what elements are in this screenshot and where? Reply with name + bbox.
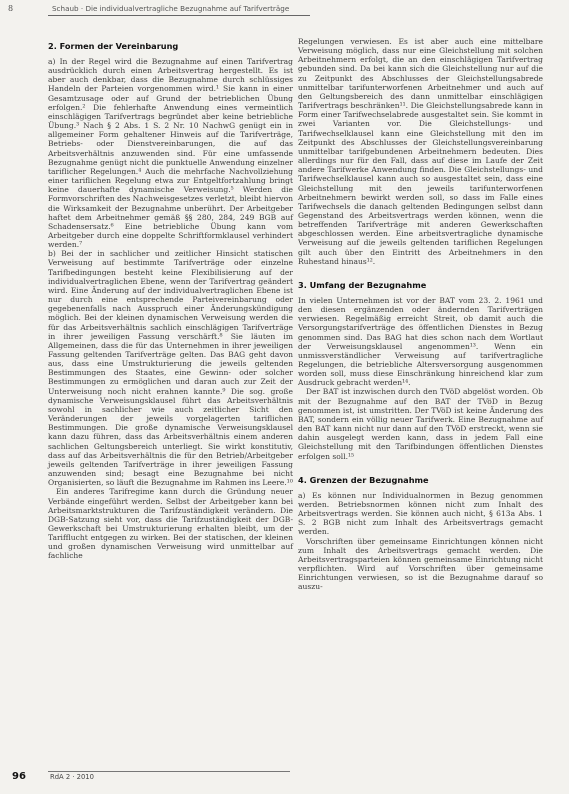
paragraph: In vielen Unternehmen ist vor der BAT vom 23. 2. 1961 und den diesen ergänzenden oder ändernden Tarifverträgen verwiesen. Regelmäßig erreicht Streit, ob damit auch die Versorgungstarifverträge des öffentlichen Dienstes in Bezug genommen sind. Das BAG hat dies schon nach dem Wortlaut der Verweisungsklausel angenommen¹³. Wenn ein unmissverständlicher Verweisung auf tarifvertragliche Regelungen, die betriebliche Altersversorgung ausgenommen worden soll, muss diese Einschränkung hinreichend klar zum Ausdruck gebracht werden¹⁴.	[298, 295, 543, 388]
left-column	[48, 37, 293, 561]
paragraph: b) Bei der in sachlicher und zeitlicher Hinsicht statischen Verweisung auf bestimmte Tarifverträge oder einzelne Tarifbedingungen besteht keine Flexibilisierung auf der individualvertraglichen Ebene, wenn der Tarifvertrag geändert wird. Eine Änderung auf der individualvertraglichen Ebene ist nur durch eine entsprechende Parteivereinbarung oder gegebenenfalls nach Ausspruch einer Änderungskündigung möglich. Bei der kleinen dynamischen Verweisung werden die für das Arbeitsverhältnis sachlich einschlägigen Tarifverträge in ihrer jeweiligen Fassung verschärft.⁸ Sie läuten im Allgemeinen, dass die für das Unternehmen in ihrer jeweiligen Fassung geltenden Tarifverträge gelten. Das BAG geht davon aus, dass eine Umstrukturierung die jeweils geltenden Bestimmungen des Staates, eine Gewinn- oder solcher Bestimmungen zu ermöglichen und daran auch zur Zeit der Unterweisung noch nicht erahnen kannte.⁹ Die sog. große dynamische Verweisungsklausel führt das Arbeitsverhältnis sowohl in sachlicher wie auch zeitlicher Sicht den Veränderungen der jeweils vorgelagerten tariflichen Bestimmungen. Die große dynamische Verweisungsklausel kann dazu führen, dass das Arbeitsverhältnis einem anderen sachlichen Geltungsbereich unterliegt. Sie wirkt konstitutiv, dass auf das Arbeitsverhältnis die für den Betrieb/Arbeitgeber jeweils geltenden Tarifverträge in ihrer jeweiligen Fassung anzuwenden sind; besagt eine Bezugnahme bei nicht Organisierten, so läuft die Bezugnahme im Rahmen ins Leere.¹⁰	[48, 249, 293, 488]
paragraph: a) Es können nur Individualnormen in Bezug genommen werden. Betriebsnormen können nicht zum Inhalt des Arbeitsvertrags werden. Sie können auch nicht, § 613a Abs. 1 S. 2 BGB nicht zum Inhalt des Arbeitsvertrags gemacht werden.	[298, 490, 543, 537]
section-heading-formen: 2. Formen der Vereinbarung	[48, 41, 179, 51]
running-header	[0, 0, 569, 22]
paragraph: a) In der Regel wird die Bezugnahme auf einen Tarifvertrag ausdrücklich durch einen Arbeitsvertrag hergestellt. Es ist aber auch denkbar, dass die Bezugnahme durch schlüssiges Handeln der Parteien vorgenommen wird.¹ Sie kann in einer Gesamtzusage oder auf Grund der betrieblichen Übung erfolgen.² Die fehlerhafte Anwendung eines vermeintlich einschlägigen Tarifvertrags begründet aber keine betriebliche Übung.³ Nach § 2 Abs. 1 S. 2 Nr. 10 NachwG genügt ein in allgemeiner Form gehaltener Hinweis auf die Tarifverträge, Betriebs- oder Dienstvereinbarungen, die auf das Arbeitsverhältnis anzuwenden sind. Für eine umfassende Bezugnahme genügt nicht die punktuelle Anwendung einzelner tariflicher Regelungen.⁴ Auch die mehrfache Nachvollziehung einer tariflichen Regelung etwa zur Entgeltfortzahlung bringt keine dauerhafte dynamische Verweisung.⁵ Werden die Formvorschriften des Nachweisgesetzes verletzt, bleibt hiervon die Wirksamkeit der Bezugnahme unberührt. Der Arbeitgeber haftet dem Arbeitnehmer gemäß §§ 280, 284, 249 BGB auf Schadensersatz.⁶ Eine betriebliche Übung kann vom Arbeitgeber durch eine doppelte Schriftformklausel verhindert werden.⁷	[48, 57, 293, 250]
paragraph: Regelungen verwiesen. Es ist aber auch eine mittelbare Verweisung möglich, dass nur eine Gleichstellung mit solchen Arbeitnehmern erfolgt, die an den einschlägigen Tarifvertrag gebunden sind. Da bei kann sich die Gleichstellung nur auf die zu Zeitpunkt des Abschlusses der Gleichstellungsabrede unmittelbar tarifunterworfenen Arbeitnehmer und auch auf den Geltungsbereich des dann unmittelbar einschlägigen Tarifvertrags beschränken¹¹. Die Gleichstellungsabrede kann in Form einer Tarifwechselabrede ausgestaltet sein. Sie kommt in zwei Varianten vor. Die Gleichstellungs- und Tarifwechselklausel kann eine Gleichstellung mit den im Zeitpunkt des Abschlusses der Gleichstellungsvereinbarung unmittelbar tarifgebundenen Arbeitnehmern bedeuten. Dies allerdings nur für den Fall, dass auf diese im Laufe der Zeit andere Tarifwerke Anwendung finden. Die Gleichstellungs- und Tarifwechselklausel kann auch so ausgestaltet sein, dass eine Gleichstellung mit den jeweils tarifunterworfenen Arbeitnehmern bewirkt werden soll, so dass im Falle eines Tarifwechsels die danach geltenden Bedingungen selbst dann Gegenstand des Arbeitsvertrags werden können, wenn die betreffenden Tarifverträge mit anderen Gewerkschaften abgeschlossen werden. Eine arbeitsvertragliche dynamische Verweisung auf die jeweils geltenden tariflichen Regelungen gilt auch über den Eintritt des Arbeitnehmers in den Ruhestand hinaus¹².	[298, 37, 543, 266]
right-column	[298, 37, 543, 591]
header-rule	[48, 15, 310, 16]
page-footer	[0, 764, 569, 794]
spacer	[298, 266, 543, 276]
header-mark: 8	[8, 4, 14, 13]
paragraph: Vorschriften über gemeinsame Einrichtungen können nicht zum Inhalt des Arbeitsvertrags gemacht werden. Die Arbeitsvertragsparteien können gemeinsame Einrichtung nicht verpflichten. Wird auf Vorschriften über gemeinsame Einrichtungen verwiesen, so ist die Bezugnahme darauf so auszu-	[298, 536, 543, 592]
running-head-text: Schaub · Die individualvertragliche Bezugnahme auf Tarifverträge	[52, 4, 290, 13]
paragraph: Der BAT ist inzwischen durch den TVöD abgelöst worden. Ob mit der Bezugnahme auf den BAT der TVöD in Bezug genommen ist, ist umstritten. Der TVöD ist keine Änderung des BAT, sondern ein völlig neuer Tarifwerk. Eine Bezugnahme auf den BAT kann nicht nur dann auf den TVöD erstreckt, wenn sie dahin ausgelegt werden kann, dass in jedem Fall eine Gleichstellung mit den Tarifbindungen öffentlichen Dienstes erfolgen soll.¹⁵	[298, 387, 543, 461]
spacer	[298, 461, 543, 471]
section-heading-umfang: 3. Umfang der Bezugnahme	[298, 279, 427, 290]
section-heading-grenzen: 4. Grenzen der Bezugnahme	[298, 474, 429, 485]
footer-rule	[48, 771, 290, 772]
paragraph: Ein anderes Tarifregime kann durch die Gründung neuer Verbände eingeführt werden. Selbst der Arbeitgeber kann bei Arbeitsmarktstrukturen die Tarifzuständigkeit verändern. Die DGB-Satzung sieht vor, dass die Tarifzuständigkeit der DGB-Gewerkschaft bei Umstrukturierung erhalten bleibt, um der Tarifflucht entgegen zu wirken. Bei der statischen, der kleinen und großen dynamischen Verweisung wird unmittelbar auf fachliche	[48, 487, 293, 561]
page-number: 96	[12, 771, 26, 782]
journal-issue: RdA 2 · 2010	[50, 773, 94, 781]
